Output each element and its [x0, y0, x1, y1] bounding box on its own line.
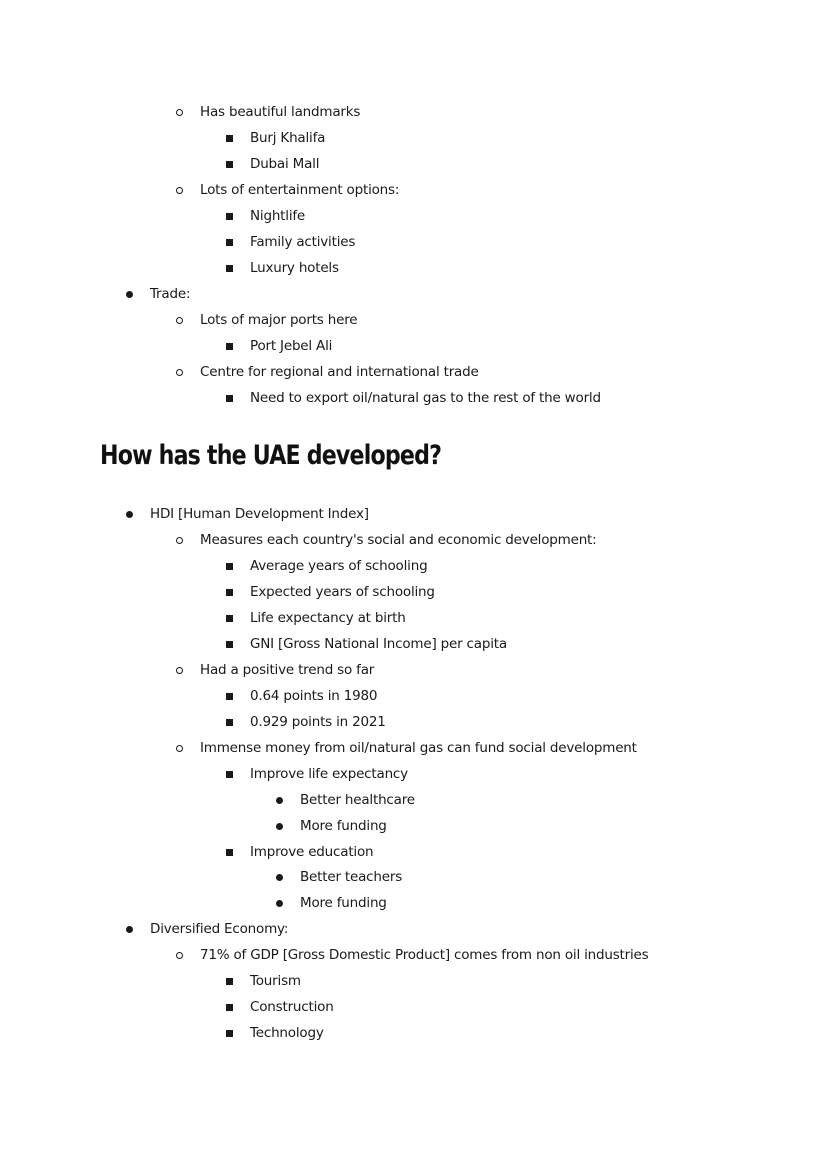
- square-bullet-icon: [226, 839, 250, 865]
- list-item-text: Measures each country's social and economic development:: [200, 532, 597, 548]
- square-bullet-icon: [226, 125, 250, 151]
- square-bullet-icon: [226, 385, 250, 411]
- list-item: [126, 501, 369, 527]
- list-item-text: Technology: [250, 1025, 324, 1041]
- list-item: [226, 994, 334, 1020]
- list-item: [176, 527, 597, 553]
- list-item: [276, 813, 387, 839]
- list-item-text: Need to export oil/natural gas to the rest of the world: [250, 390, 601, 406]
- square-bullet-icon: [226, 255, 250, 281]
- filled-disc-bullet-icon: [276, 813, 300, 839]
- list-item: [226, 333, 332, 359]
- list-item: [226, 1020, 324, 1046]
- list-item-text: Better teachers: [300, 869, 403, 885]
- list-item: [176, 942, 649, 968]
- list-item-text: Life expectancy at birth: [250, 610, 406, 626]
- list-item: [226, 631, 507, 657]
- list-item: [226, 839, 373, 865]
- list-item-text: More funding: [300, 818, 387, 834]
- list-item-text: Lots of entertainment options:: [200, 182, 400, 198]
- list-item: [226, 203, 305, 229]
- list-item-text: Port Jebel Ali: [250, 338, 333, 354]
- list-item: [176, 657, 374, 683]
- square-bullet-icon: [226, 994, 250, 1020]
- list-item: [276, 864, 402, 890]
- list-item: [226, 255, 339, 281]
- list-item-text: Nightlife: [250, 208, 306, 224]
- list-item-text: Improve life expectancy: [250, 766, 408, 782]
- list-item: [226, 709, 386, 735]
- list-item-text: Tourism: [250, 973, 301, 989]
- list-item-text: 71% of GDP [Gross Domestic Product] comes from non oil industries: [200, 947, 649, 963]
- hollow-circle-bullet-icon: [176, 99, 200, 125]
- hollow-circle-bullet-icon: [176, 177, 200, 203]
- hollow-circle-bullet-icon: [176, 735, 200, 761]
- list-item-text: Dubai Mall: [250, 156, 320, 172]
- list-item-text: HDI [Human Development Index]: [150, 506, 369, 522]
- list-item-text: Has beautiful landmarks: [200, 104, 361, 120]
- section-heading: How has the UAE developed?: [100, 440, 442, 471]
- hollow-circle-bullet-icon: [176, 527, 200, 553]
- list-item: [226, 151, 319, 177]
- list-item: [176, 177, 399, 203]
- list-item: [226, 385, 601, 411]
- list-item: [226, 683, 377, 709]
- square-bullet-icon: [226, 151, 250, 177]
- list-item-text: Burj Khalifa: [250, 130, 326, 146]
- list-item-text: Family activities: [250, 234, 356, 250]
- list-item-text: 0.929 points in 2021: [250, 714, 386, 730]
- list-item-text: Lots of major ports here: [200, 312, 358, 328]
- list-item: [176, 735, 637, 761]
- list-item: [226, 553, 427, 579]
- filled-disc-bullet-icon: [276, 890, 300, 916]
- list-item-text: Better healthcare: [300, 792, 415, 808]
- square-bullet-icon: [226, 683, 250, 709]
- square-bullet-icon: [226, 333, 250, 359]
- hollow-circle-bullet-icon: [176, 657, 200, 683]
- filled-disc-bullet-icon: [126, 281, 150, 307]
- square-bullet-icon: [226, 229, 250, 255]
- list-item: [276, 890, 387, 916]
- hollow-circle-bullet-icon: [176, 307, 200, 333]
- list-item: [176, 307, 357, 333]
- filled-disc-bullet-icon: [276, 864, 300, 890]
- list-item: [226, 968, 301, 994]
- list-item: [226, 229, 355, 255]
- square-bullet-icon: [226, 761, 250, 787]
- list-item: [226, 125, 325, 151]
- list-item-text: Centre for regional and international trade: [200, 364, 479, 380]
- list-item-text: Expected years of schooling: [250, 584, 435, 600]
- square-bullet-icon: [226, 553, 250, 579]
- list-item-text: Diversified Economy:: [150, 921, 289, 937]
- list-item: [126, 916, 288, 942]
- hollow-circle-bullet-icon: [176, 359, 200, 385]
- hollow-circle-bullet-icon: [176, 942, 200, 968]
- filled-disc-bullet-icon: [126, 916, 150, 942]
- square-bullet-icon: [226, 605, 250, 631]
- list-item: [276, 787, 415, 813]
- square-bullet-icon: [226, 579, 250, 605]
- list-item: [126, 281, 190, 307]
- square-bullet-icon: [226, 968, 250, 994]
- list-item: [226, 761, 408, 787]
- square-bullet-icon: [226, 203, 250, 229]
- square-bullet-icon: [226, 709, 250, 735]
- list-item: [226, 605, 406, 631]
- filled-disc-bullet-icon: [276, 787, 300, 813]
- filled-disc-bullet-icon: [126, 501, 150, 527]
- list-item-text: Average years of schooling: [250, 558, 428, 574]
- list-item-text: Luxury hotels: [250, 260, 339, 276]
- square-bullet-icon: [226, 1020, 250, 1046]
- list-item-text: More funding: [300, 895, 387, 911]
- list-item-text: Construction: [250, 999, 334, 1015]
- square-bullet-icon: [226, 631, 250, 657]
- list-item-text: GNI [Gross National Income] per capita: [250, 636, 507, 652]
- list-item-text: Trade:: [150, 286, 191, 302]
- list-item-text: Had a positive trend so far: [200, 662, 375, 678]
- list-item: [176, 99, 360, 125]
- list-item: [176, 359, 479, 385]
- list-item-text: Improve education: [250, 844, 374, 860]
- list-item-text: 0.64 points in 1980: [250, 688, 378, 704]
- list-item: [226, 579, 435, 605]
- list-item-text: Immense money from oil/natural gas can fund social development: [200, 740, 637, 756]
